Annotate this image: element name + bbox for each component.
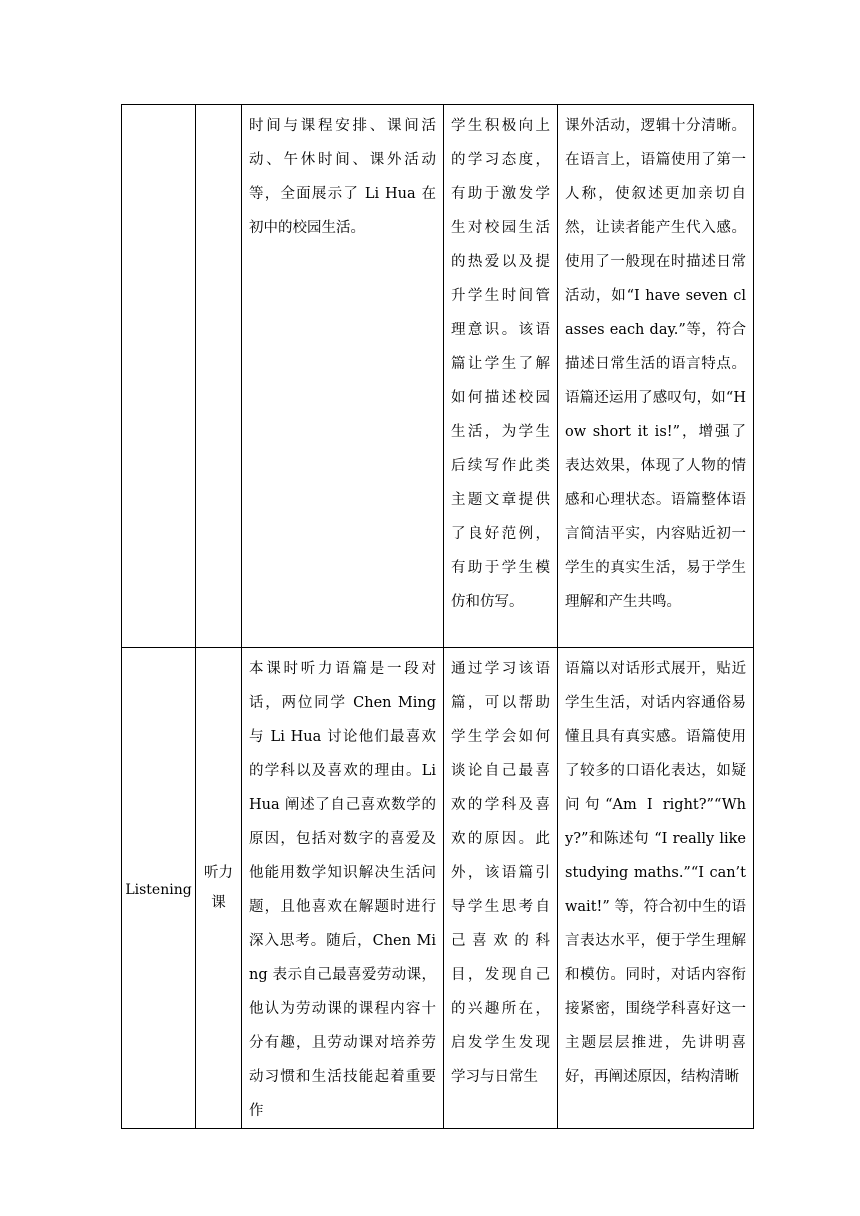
row1-content-text: 时间与课程安排、课间活动、午休时间、课外活动等，全面展示了 Li Hua 在初中的校园生活。 bbox=[249, 118, 436, 236]
row1-lesson-cell bbox=[196, 105, 242, 648]
row2-analysis-cell bbox=[558, 648, 754, 1129]
table-row bbox=[122, 648, 754, 1129]
row2-significance-text: 通过学习该语篇，可以帮助学生学会如何谈论自己最喜欢的学科及喜欢的原因。此外，该语篇引导学生思考自己喜欢的科目，发现自己的兴趣所在，启发学生发现学习与日常生 bbox=[451, 661, 550, 1085]
content-table bbox=[121, 104, 754, 1129]
row1-significance-cell bbox=[444, 105, 558, 648]
row1-type-cell bbox=[122, 105, 196, 648]
row2-lesson-label: 听力课 bbox=[204, 865, 233, 911]
row1-lesson-text bbox=[196, 105, 241, 109]
row2-lesson-cell bbox=[196, 648, 242, 1129]
row1-content-cell bbox=[242, 105, 444, 648]
row1-analysis-text: 课外活动，逻辑十分清晰。在语言上，语篇使用了第一人称，使叙述更加亲切自然，让读者能产生代入感。使用了一般现在时描述日常活动，如“I have seven classes each day.”等，符合描述日常生活的语言特点。语篇还运用了感叹句，如“How short it is!”，增强了表达效果，体现了人物的情感和心理状态。语篇整体语言简洁平实，内容贴近初一学生的真实生活，易于学生理解和产生共鸣。 bbox=[565, 118, 746, 610]
row2-content-text: 本课时听力语篇是一段对话，两位同学 Chen Ming 与 Li Hua 讨论他们最喜欢的学科以及喜欢的理由。Li Hua 阐述了自己喜欢数学的原因，包括对数字的喜爱及他能用数学知识解决生活问题，且他喜欢在解题时进行深入思考。随后，Chen Ming 表示自己最喜爱劳动课，他认为劳动课的课程内容十分有趣，且劳动课对培养劳动习惯和生活技能起着重要作 bbox=[249, 661, 436, 1119]
row1-type-text bbox=[122, 105, 195, 109]
table-row bbox=[122, 105, 754, 648]
row2-analysis-text: 语篇以对话形式展开，贴近学生生活，对话内容通俗易懂且具有真实感。语篇使用了较多的口语化表达，如疑问句“Am I right?”“Why?”和陈述句 “I really like studying maths.”“I can’t wait!” 等，符合初中生的语言表达水平，便于学生理解和模仿。同时，对话内容衔接紧密，围绕学科喜好这一主题层层推进，先讲明喜好，再阐述原因，结构清晰 bbox=[565, 661, 746, 1085]
row2-type-label: Listening bbox=[125, 881, 192, 898]
row2-content-cell bbox=[242, 648, 444, 1129]
row2-type-cell bbox=[122, 648, 196, 1129]
row1-analysis-cell bbox=[558, 105, 754, 648]
row2-significance-cell bbox=[444, 648, 558, 1129]
row1-significance-text: 学生积极向上的学习态度，有助于激发学生对校园生活的热爱以及提升学生时间管理意识。该语篇让学生了解如何描述校园生活，为学生后续写作此类主题文章提供了良好范例，有助于学生模仿和仿写。 bbox=[451, 118, 550, 610]
